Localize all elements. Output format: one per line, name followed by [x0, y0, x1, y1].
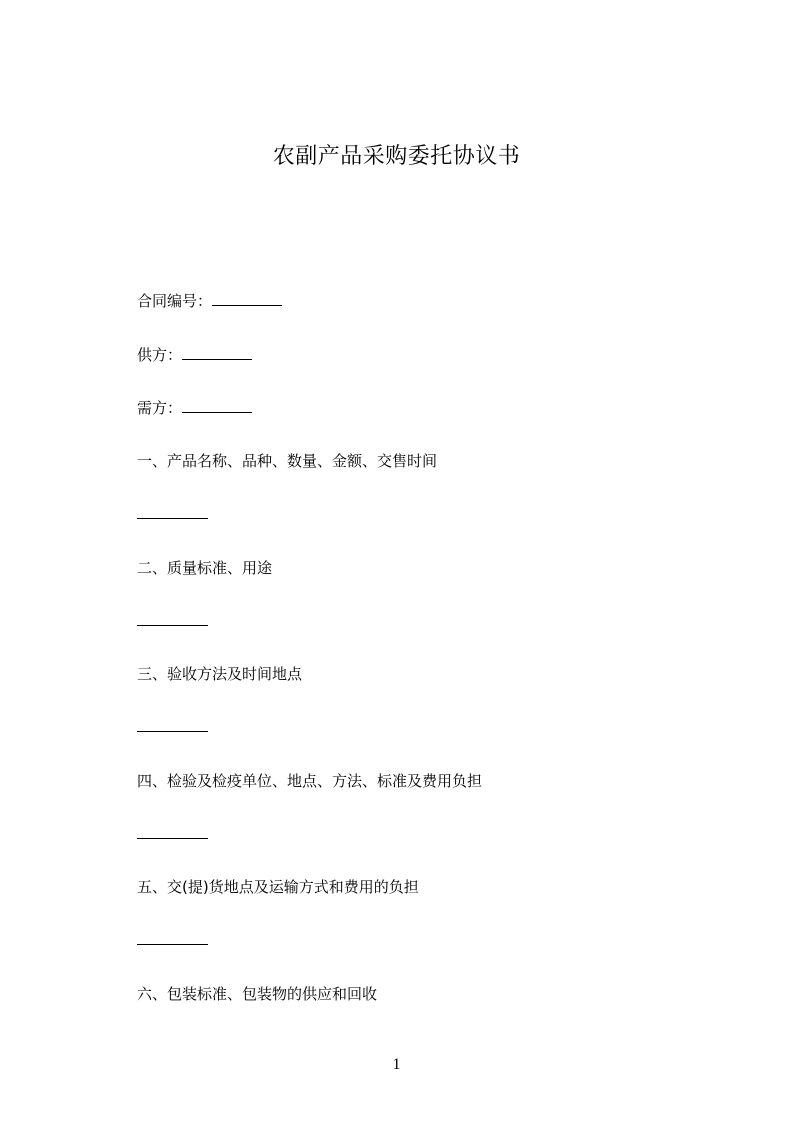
section-heading-5: 五、交(提)货地点及运输方式和费用的负担	[137, 878, 419, 896]
supplier-blank	[182, 345, 252, 360]
page-number: 1	[392, 1056, 401, 1073]
contract-number-blank	[212, 291, 282, 306]
section-heading-2: 二、质量标准、用途	[137, 559, 273, 577]
buyer-label: 需方：	[137, 399, 183, 417]
section-answer-1-blank	[137, 504, 208, 519]
section-heading-6: 六、包装标准、包装物的供应和回收	[137, 985, 378, 1003]
section-heading-4: 四、检验及检疫单位、地点、方法、标准及费用负担	[137, 772, 483, 790]
supplier-label: 供方：	[137, 346, 183, 364]
section-heading-3: 三、验收方法及时间地点	[137, 665, 303, 683]
section-answer-5-blank	[137, 930, 208, 945]
contract-number-field	[137, 291, 282, 311]
section-heading-1: 一、产品名称、品种、数量、金额、交售时间	[137, 452, 438, 470]
contract-number-label: 合同编号：	[137, 292, 213, 310]
section-answer-3	[137, 717, 208, 737]
document-title: 农副产品采购委托协议书	[272, 144, 521, 169]
section-answer-4	[137, 824, 208, 844]
section-answer-2	[137, 611, 208, 631]
section-answer-3-blank	[137, 717, 208, 732]
section-answer-4-blank	[137, 824, 208, 839]
buyer-blank	[182, 398, 252, 413]
supplier-field	[137, 345, 252, 365]
section-answer-1	[137, 504, 208, 524]
buyer-field	[137, 398, 252, 418]
section-answer-5	[137, 930, 208, 950]
section-answer-2-blank	[137, 611, 208, 626]
